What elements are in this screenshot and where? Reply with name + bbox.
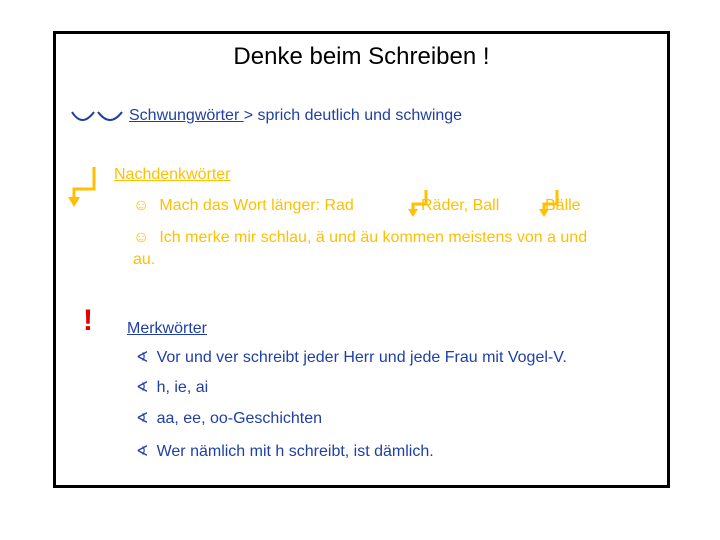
merk-item-text: Wer nämlich mit h schreibt, ist dämlich. [156,443,434,460]
wave-arcs-icon [70,108,126,126]
schwung-text: > sprich deutlich und schwinge [243,107,463,124]
merk-item [136,409,322,428]
nachdenk-line-2-cont: au. [133,251,156,268]
nachdenk-heading: Nachdenkwörter [114,166,231,183]
angle-bullet-icon: ∢ [136,410,149,427]
slide-title: Denke beim Schreiben ! [233,43,490,70]
merk-item-text: h, ie, ai [156,379,209,396]
angle-bullet-icon: ∢ [136,379,149,396]
merk-item [136,348,567,367]
smiley-icon: ☺ [133,197,150,214]
nachdenk-line-1 [133,197,354,215]
smiley-icon: ☺ [133,229,150,246]
slide-frame [53,31,670,488]
schwung-line [129,107,462,125]
nachdenk-line-1-text: Mach das Wort länger: Rad [159,197,354,214]
exclamation-icon: ! [83,304,93,337]
nachdenk-word-3: Bälle [545,197,581,214]
merk-heading: Merkwörter [127,320,208,337]
merk-item-text: Vor und ver schreibt jeder Herr und jede Frau mit Vogel-V. [156,349,567,366]
merk-item [136,378,208,397]
angle-bullet-icon: ∢ [136,349,149,366]
nachdenk-line-2-text: Ich merke mir schlau, ä und äu kommen meistens von a und [159,229,588,246]
schwung-heading: Schwungwörter [129,107,244,124]
nachdenk-line-2 [133,229,587,247]
merk-item [136,442,434,461]
merk-item-text: aa, ee, oo-Geschichten [156,410,323,427]
nachdenk-word-2: Räder, Ball [421,197,500,214]
angle-bullet-icon: ∢ [136,443,149,460]
down-arrow-icon [67,165,101,209]
